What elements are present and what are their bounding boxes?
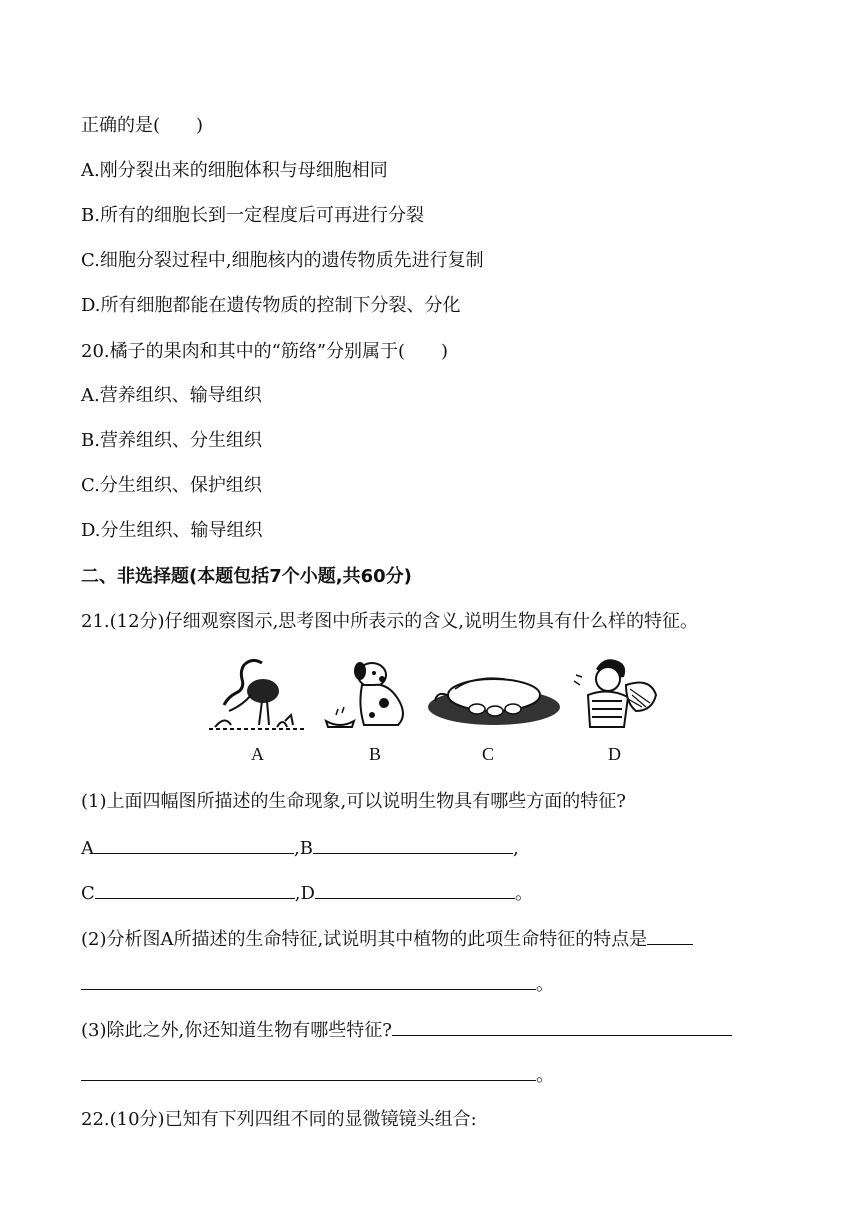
- q21-sub2: [81, 926, 693, 953]
- figure-label-a: A: [251, 744, 264, 764]
- answer-blank-3a[interactable]: [392, 1017, 732, 1036]
- period: 。: [514, 883, 533, 904]
- q21-answer-row-1: [81, 835, 519, 862]
- period: 。: [536, 974, 554, 995]
- q20-option-a: A.营养组织、输导组织: [81, 385, 262, 406]
- q19-option-a: A.刚分裂出来的细胞体积与母细胞相同: [81, 160, 388, 181]
- q20-option-c: C.分生组织、保护组织: [81, 475, 262, 496]
- q19-option-b: B.所有的细胞长到一定程度后可再进行分裂: [81, 205, 424, 226]
- answer-blank-a[interactable]: [94, 835, 294, 854]
- blank-b-label: ,B: [294, 838, 313, 859]
- q22-stem: 22.(10分)已知有下列四组不同的显微镜镜头组合:: [81, 1109, 477, 1130]
- q21-sub3: [81, 1017, 732, 1044]
- period: 。: [536, 1065, 554, 1086]
- figure-label-d: D: [608, 744, 621, 764]
- q20-option-b: B.营养组织、分生组织: [81, 430, 262, 451]
- answer-blank-b[interactable]: [313, 835, 513, 854]
- blank-a-label: A: [81, 838, 94, 859]
- figure-label-b: B: [369, 744, 382, 764]
- blank-c-label: C: [81, 883, 95, 904]
- q19-option-d: D.所有细胞都能在遗传物质的控制下分裂、分化: [81, 295, 461, 316]
- blank-d-label: ,D: [294, 883, 315, 904]
- q21-answer-row-2: [81, 880, 533, 907]
- section-heading: 二、非选择题(本题包括7个小题,共60分): [81, 566, 412, 587]
- q19-stem-tail: 正确的是( ): [81, 115, 204, 136]
- comma: ,: [512, 838, 519, 859]
- answer-blank-c[interactable]: [95, 880, 295, 899]
- q20-option-d: D.分生组织、输导组织: [81, 520, 263, 541]
- answer-blank-2b[interactable]: [81, 971, 536, 990]
- answer-blank-2a[interactable]: [647, 926, 693, 945]
- q21-sub2-text: (2)分析图A所描述的生命特征,试说明其中植物的此项生命特征的特点是: [81, 929, 648, 950]
- q21-sub1: (1)上面四幅图所描述的生命现象,可以说明生物具有哪些方面的特征?: [81, 791, 626, 812]
- figure-label-c: C: [482, 744, 495, 764]
- answer-blank-d[interactable]: [315, 880, 515, 899]
- q21-sub3-continuation: [81, 1062, 554, 1089]
- q21-stem: 21.(12分)仔细观察图示,思考图中所表示的含义,说明生物具有什么样的特征。: [81, 611, 699, 632]
- q19-option-c: C.细胞分裂过程中,细胞核内的遗传物质先进行复制: [81, 250, 484, 271]
- q21-sub2-continuation: [81, 971, 554, 998]
- q21-sub3-text: (3)除此之外,你还知道生物有哪些特征?: [81, 1020, 392, 1041]
- answer-blank-3b[interactable]: [81, 1062, 536, 1081]
- q20-stem: 20.橘子的果肉和其中的“筋络”分别属于( ): [81, 341, 449, 362]
